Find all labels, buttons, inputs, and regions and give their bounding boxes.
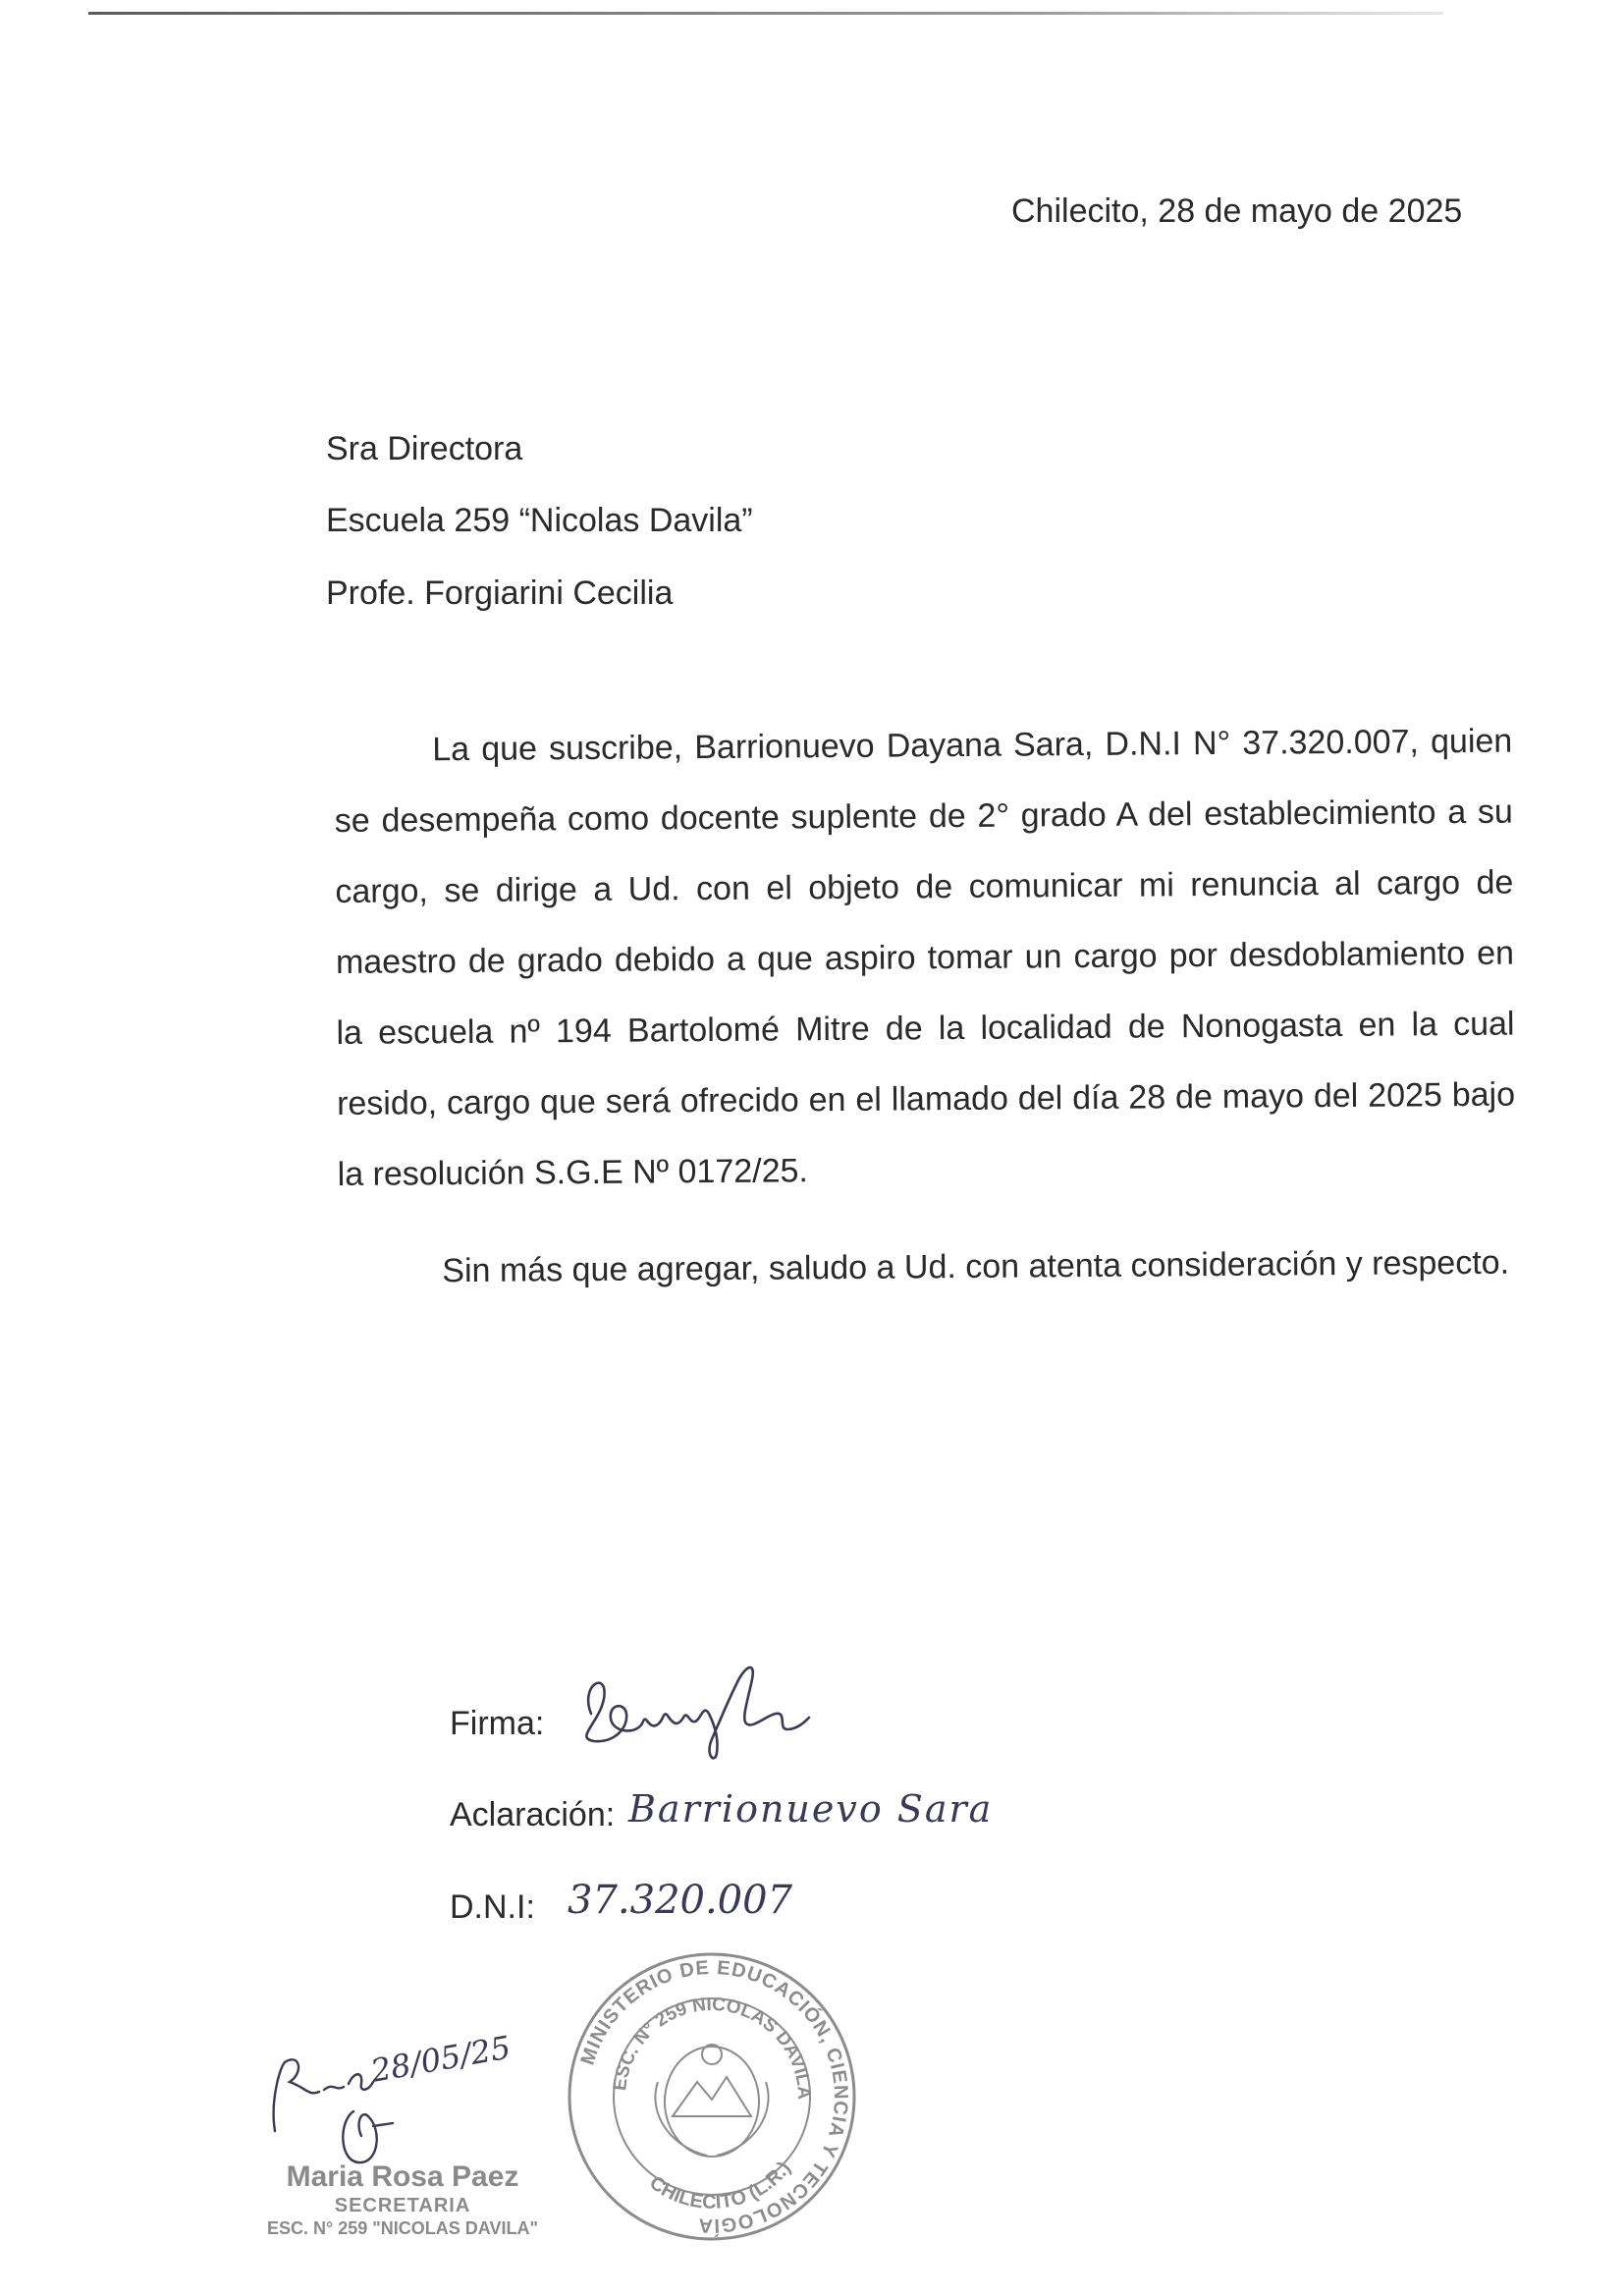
secretary-school: ESC. N° 259 "NICOLAS DAVILA" xyxy=(267,2218,538,2238)
recipient-line-3: Profe. Forgiarini Cecilia xyxy=(326,574,674,612)
letter-body: La que suscribe, Barrionuevo Dayana Sara, D.N.I N° 37.320.007, quien se desempeña como docente suplente de 2° grado A del establecimiento a su cargo, se dirige a Ud. con el objeto de comunicar mi renuncia al cargo de maestro de grado debido a que aspiro tomar un cargo por desdoblamiento en la escuela nº 194 Bartolomé Mitre de la localidad de Nonogasta en la cual resido, cargo que será ofrecido en el llamado del día 28 de mayo del 2025 bajo la resolución S.G.E Nº 0172/25. xyxy=(334,722,1516,1193)
firma-label: Firma: xyxy=(450,1705,545,1742)
dni-handwritten-value: 37.320.007 xyxy=(568,1878,793,1923)
aclaracion-handwritten-name: Barrionuevo Sara xyxy=(628,1787,994,1831)
seal-inner-text: ESC. N° 259 NICOLAS DAVILA xyxy=(610,1994,815,2101)
secretary-stamp xyxy=(255,2160,550,2239)
secretary-name: Maria Rosa Paez xyxy=(286,2160,519,2193)
coat-of-arms-icon xyxy=(655,2045,768,2157)
seal-outer-text: MINISTERIO DE EDUCACIÓN, CIENCIA Y TECNOLOGÍA xyxy=(576,1956,852,2237)
school-seal-stamp xyxy=(560,1944,864,2249)
aclaracion-label: Aclaración: xyxy=(450,1796,616,1833)
date-line: Chilecito, 28 de mayo de 2025 xyxy=(1011,192,1463,230)
seal-bottom-text: CHILECITO (L.R.) xyxy=(645,2158,795,2214)
handwritten-signature xyxy=(569,1645,825,1773)
dni-label: D.N.I: xyxy=(450,1888,535,1926)
top-rule xyxy=(88,12,1443,15)
received-note-signature xyxy=(245,2013,540,2180)
letter-closing: Sin más que agregar, saludo a Ud. con atenta consideración y respecto. xyxy=(442,1243,1510,1290)
svg-text:28/05/25: 28/05/25 xyxy=(367,2028,514,2090)
recipient-line-2: Escuela 259 “Nicolas Davila” xyxy=(326,502,753,539)
secretary-role: SECRETARIA xyxy=(334,2195,471,2216)
recipient-line-1: Sra Directora xyxy=(326,430,523,467)
